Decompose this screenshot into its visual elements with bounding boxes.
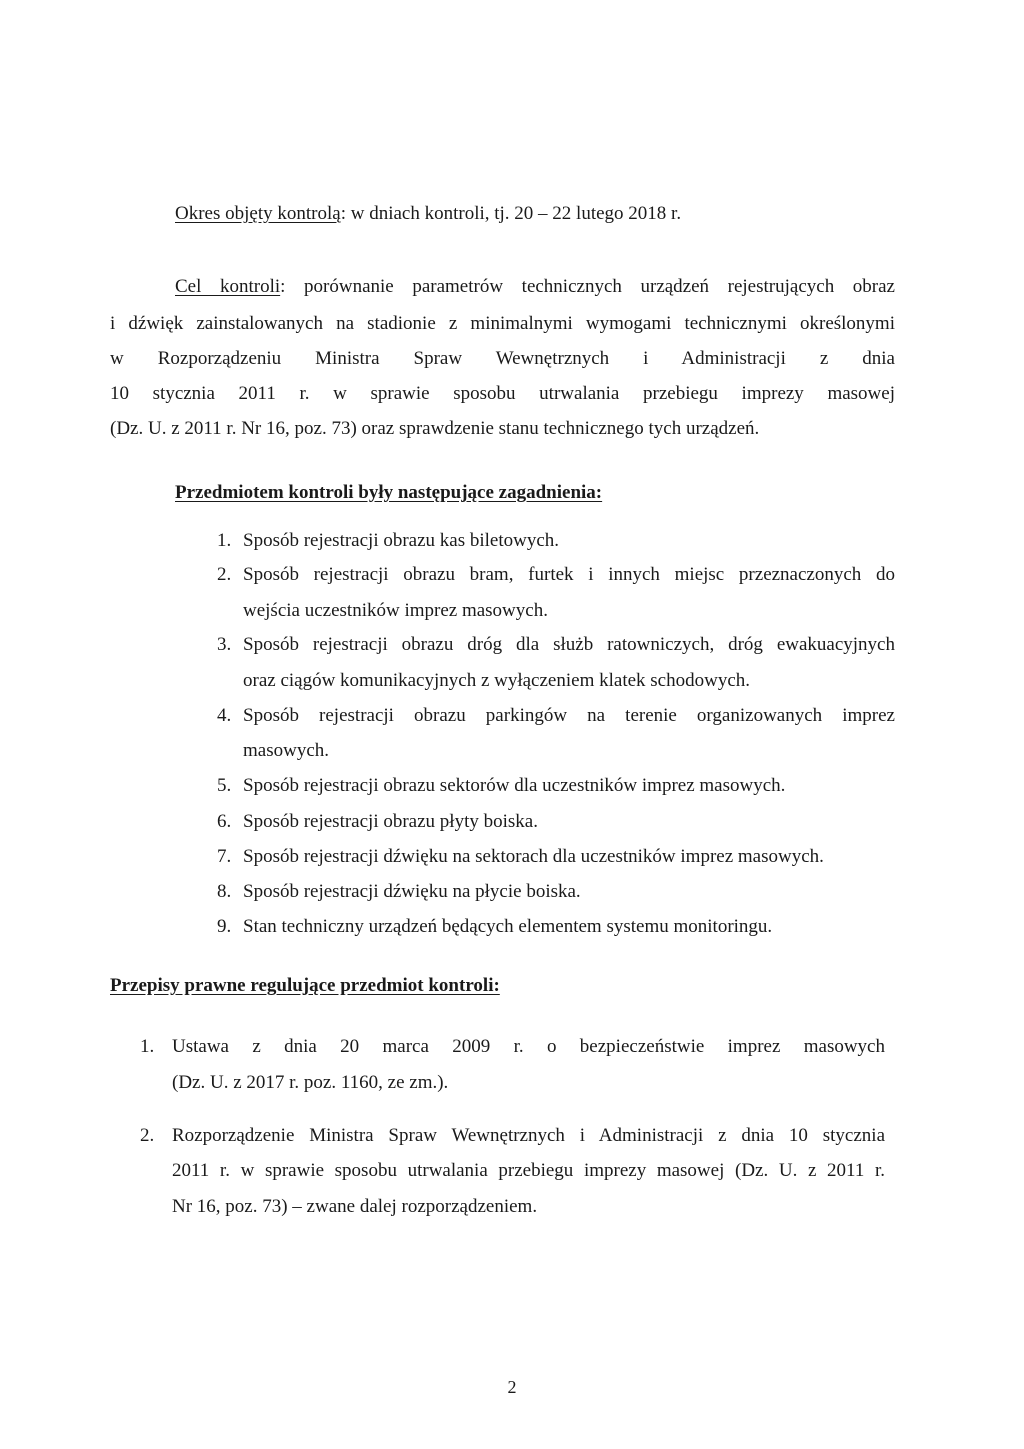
list-item: 9. Stan techniczny urządzeń będących elementem systemu monitoringu. xyxy=(217,916,773,937)
list-item-continuation: oraz ciągów komunikacyjnych z wyłączeniem klatek schodowych. xyxy=(243,670,751,691)
regulation-item: 2. Rozporządzenie Ministra Spraw Wewnętrznych i Administracji z dnia 10 stycznia xyxy=(140,1125,885,1146)
list-item: 8. Sposób rejestracji dźwięku na płycie boiska. xyxy=(217,881,581,902)
list-item: 7. Sposób rejestracji dźwięku na sektorach dla uczestników imprez masowych. xyxy=(217,846,824,867)
list-item-continuation: masowych. xyxy=(243,740,330,761)
list-item: 3. Sposób rejestracji obrazu dróg dla służb ratowniczych, dróg ewakuacyjnych xyxy=(217,634,895,655)
regulation-item: 1. Ustawa z dnia 20 marca 2009 r. o bezpieczeństwie imprez masowych xyxy=(140,1036,885,1057)
purpose-line-5: (Dz. U. z 2011 r. Nr 16, poz. 73) oraz sprawdzenie stanu technicznego tych urządzeń. xyxy=(110,418,760,439)
list-item: 2. Sposób rejestracji obrazu bram, furtek i innych miejsc przeznaczonych do xyxy=(217,564,895,585)
regulation-item-continuation: (Dz. U. z 2017 r. poz. 1160, ze zm.). xyxy=(172,1072,449,1093)
purpose-line-1: Cel kontroli: porównanie parametrów technicznych urządzeń rejestrujących obraz xyxy=(175,276,895,297)
purpose-heading: Cel kontroli xyxy=(175,276,281,297)
subjects-heading: Przedmiotem kontroli były następujące zagadnienia: xyxy=(175,482,603,503)
list-item: 1. Sposób rejestracji obrazu kas biletowych. xyxy=(217,530,560,551)
regulations-heading: Przepisy prawne regulujące przedmiot kontroli: xyxy=(110,975,500,996)
purpose-line-3: w Rozporządzeniu Ministra Spraw Wewnętrznych i Administracji z dnia xyxy=(110,348,895,369)
regulation-item-continuation: Nr 16, poz. 73) – zwane dalej rozporządzeniem. xyxy=(172,1196,538,1217)
list-item-continuation: wejścia uczestników imprez masowych. xyxy=(243,600,548,621)
list-item: 5. Sposób rejestracji obrazu sektorów dla uczestników imprez masowych. xyxy=(217,775,786,796)
purpose-line-4: 10 stycznia 2011 r. w sprawie sposobu utrwalania przebiegu imprezy masowej xyxy=(110,383,895,404)
period-paragraph xyxy=(175,202,681,226)
purpose-line-2: i dźwięk zainstalowanych na stadionie z minimalnymi wymogami technicznymi określonymi xyxy=(110,313,895,334)
period-heading: Okres objęty kontrolą xyxy=(175,203,341,224)
regulation-item-continuation: 2011 r. w sprawie sposobu utrwalania przebiegu imprezy masowej (Dz. U. z 2011 r. xyxy=(172,1160,885,1181)
period-text: : w dniach kontroli, tj. 20 – 22 lutego 2018 r. xyxy=(340,203,682,224)
page-number: 2 xyxy=(507,1377,517,1397)
list-item: 4. Sposób rejestracji obrazu parkingów na terenie organizowanych imprez xyxy=(217,705,895,726)
list-item: 6. Sposób rejestracji obrazu płyty boiska. xyxy=(217,811,538,832)
